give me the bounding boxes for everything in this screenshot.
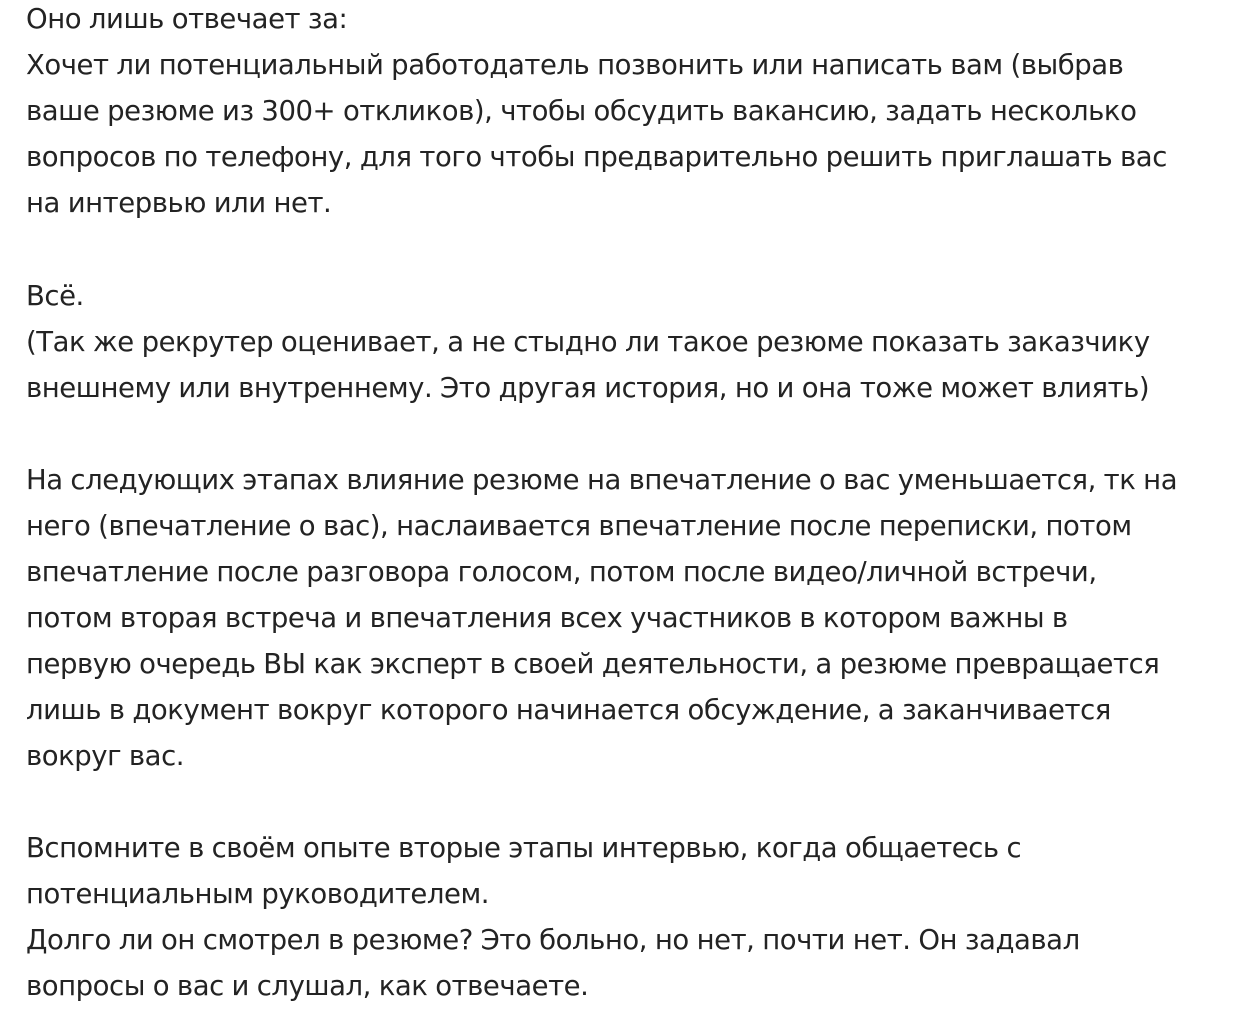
text-line: вопросов по телефону, для того чтобы предварительно решить приглашать вас [26,141,1167,173]
text-line: Вспомните в своём опыте вторые этапы интервью, когда общаетесь с [26,832,1022,864]
text-line: на интервью или нет. [26,187,332,219]
text-line: Оно лишь отвечает за: [26,3,348,35]
text-line: потенциальным руководителем. [26,878,490,910]
text-line: впечатление после разговора голосом, потом после видео/личной встречи, [26,556,1097,588]
text-line: Всё. [26,280,84,312]
text-line: Долго ли он смотрел в резюме? Это больно, но нет, почти нет. Он задавал [26,924,1080,956]
text-line: Хочет ли потенциальный работодатель позвонить или написать вам (выбрав [26,49,1124,81]
text-line: лишь в документ вокруг которого начинается обсуждение, а заканчивается [26,694,1111,726]
text-line: ваше резюме из 300+ откликов), чтобы обсудить вакансию, задать несколько [26,95,1137,127]
text-line: На следующих этапах влияние резюме на впечатление о вас уменьшается, тк на [26,464,1178,496]
text-line: внешнему или внутреннему. Это другая история, но и она тоже может влиять) [26,372,1150,404]
text-line: потом вторая встреча и впечатления всех участников в котором важны в [26,602,1068,634]
text-line: вопросы о вас и слушал, как отвечаете. [26,970,589,1002]
text-line: него (впечатление о вас), наслаивается впечатление после переписки, потом [26,510,1132,542]
text-line: первую очередь ВЫ как эксперт в своей деятельности, а резюме превращается [26,648,1160,680]
text-line: (Так же рекрутер оценивает, а не стыдно ли такое резюме показать заказчику [26,326,1150,358]
text-line: вокруг вас. [26,740,185,772]
